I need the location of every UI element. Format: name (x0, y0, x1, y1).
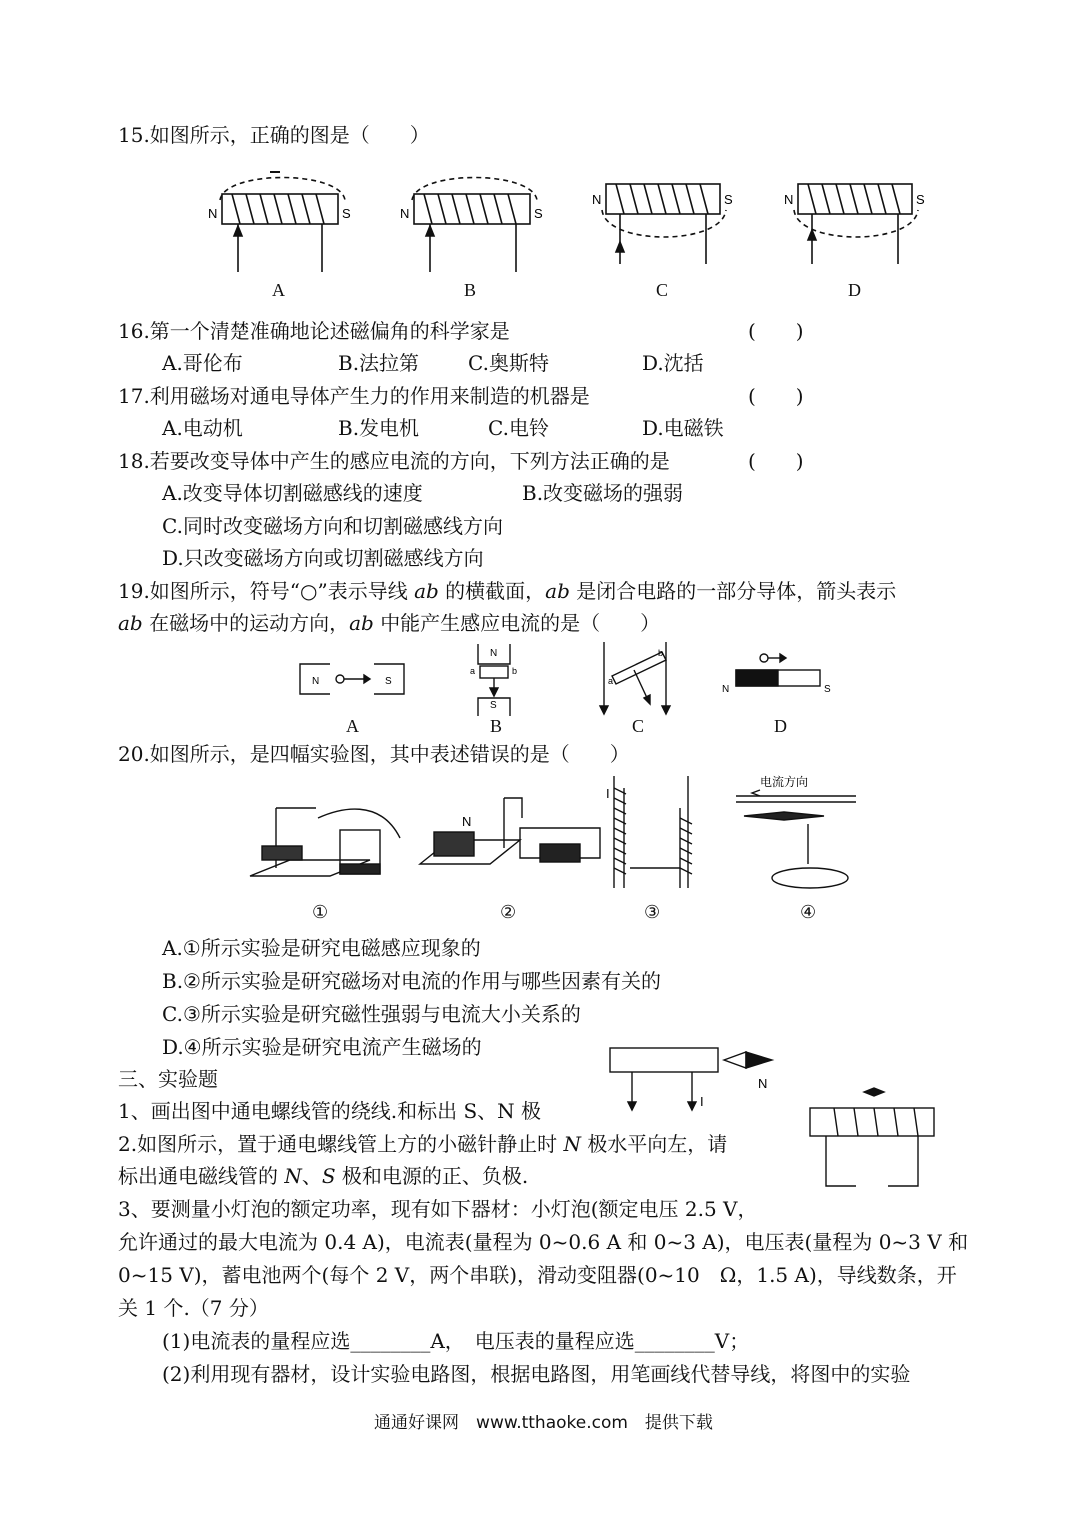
svg-text:S: S (534, 206, 543, 221)
solenoid-d (794, 184, 918, 264)
q15-figure (0, 160, 1087, 320)
q17-option-c: C.电铃 (488, 416, 549, 440)
svg-text:S: S (916, 192, 925, 207)
q20-option-c: C.③所示实验是研究磁性强弱与电流大小关系的 (162, 1002, 581, 1026)
q15-label-d: D (848, 280, 861, 300)
solenoid-a (220, 172, 345, 272)
q16-stem: 16.第一个清楚准确地论述磁偏角的科学家是 (118, 319, 510, 343)
q20-stem: 20.如图所示，是四幅实验图，其中表述错误的是（ ） (118, 742, 630, 766)
q18-option-d: D.只改变磁场方向或切割磁感线方向 (162, 546, 484, 570)
q16-bracket: ( ) (748, 319, 804, 343)
q15-stem: 15.如图所示，正确的图是（ ） (118, 123, 430, 147)
q20-option-b: B.②所示实验是研究磁场对电流的作用与哪些因素有关的 (162, 969, 661, 993)
q17-stem: 17.利用磁场对通电导体产生力的作用来制造的机器是 (118, 384, 590, 408)
section3-p1: 1、画出图中通电螺线管的绕线.和标出 S、N 极 (118, 1099, 541, 1123)
q20-label-4: ④ (800, 902, 817, 922)
q18-option-a: A.改变导体切割磁感线的速度 (162, 481, 423, 505)
svg-text:I: I (606, 786, 610, 801)
page-footer: 通通好课网 www.tthaoke.com 提供下载 (374, 1413, 713, 1433)
svg-text:S: S (824, 684, 831, 695)
svg-text:N: N (462, 814, 472, 829)
q17-bracket: ( ) (748, 384, 804, 408)
section3-p3-line4: 关 1 个.（7 分） (118, 1296, 269, 1320)
q16-option-a: A.哥伦布 (162, 351, 243, 375)
q19-label-b: B (490, 716, 503, 736)
svg-text:N: N (490, 648, 498, 659)
svg-text:电流方向: 电流方向 (760, 775, 809, 789)
svg-text:b: b (512, 666, 518, 676)
svg-text:a: a (470, 666, 476, 676)
svg-text:N: N (722, 684, 730, 695)
q17-option-b: B.发电机 (338, 416, 420, 440)
section3-figures (0, 1040, 1087, 1200)
section3-p3-line6: (2)利用现有器材，设计实验电路图，根据电路图，用笔画线代替导线，将图中的实验 (162, 1362, 911, 1386)
svg-text:S: S (490, 700, 497, 711)
svg-text:a: a (608, 676, 614, 686)
q20-label-1: ① (312, 902, 329, 922)
q15-label-a: A (272, 280, 285, 300)
q20-label-3: ③ (644, 902, 661, 922)
section3-p3-line3: 0~15 V)，蓄电池两个(每个 2 V，两个串联)，滑动变阻器(0~10 Ω，1.5 A)，导线数条，开 (118, 1263, 957, 1287)
section3-p3-line2: 允许通过的最大电流为 0.4 A)，电流表(量程为 0~0.6 A 和 0~3 A)，电压表(量程为 0~3 V 和 (118, 1230, 969, 1254)
q17-option-d: D.电磁铁 (642, 416, 724, 440)
q15-label-c: C (656, 280, 669, 300)
q19-label-c: C (632, 716, 645, 736)
q17-option-a: A.电动机 (162, 416, 243, 440)
q18-bracket: ( ) (748, 449, 804, 473)
q19-label-d: D (774, 716, 787, 736)
svg-text:N: N (400, 206, 410, 221)
q19-label-a: A (346, 716, 359, 736)
q20-option-d: D.④所示实验是研究电流产生磁场的 (162, 1035, 482, 1059)
svg-text:N: N (784, 192, 794, 207)
q20-label-2: ② (500, 902, 517, 922)
svg-text:N: N (312, 676, 320, 687)
section3-p3-line1: 3、要测量小灯泡的额定功率，现有如下器材：小灯泡(额定电压 2.5 V， (118, 1197, 758, 1221)
pole-s: S (342, 206, 351, 221)
q16-option-d: D.沈括 (642, 351, 704, 375)
q16-option-c: C.奥斯特 (468, 351, 549, 375)
solenoid-c (602, 184, 726, 264)
q16-option-b: B.法拉第 (338, 351, 420, 375)
q20-option-a: A.①所示实验是研究电磁感应现象的 (162, 936, 481, 960)
q19-stem-line2: ab 在磁场中的运动方向，ab 中能产生感应电流的是（ ） (118, 611, 661, 635)
q15-label-b: B (464, 280, 477, 300)
pole-n: N (208, 206, 218, 221)
q19-stem-line1: 19.如图所示，符号“○”表示导线 ab 的横截面，ab 是闭合电路的一部分导体，箭头表示 (118, 579, 897, 603)
svg-text:N: N (758, 1076, 768, 1091)
svg-text:b: b (658, 648, 664, 658)
svg-text:S: S (724, 192, 733, 207)
q20-figure (0, 768, 1087, 918)
section3-p2-line2: 标出通电磁线管的 N、S 极和电源的正、负极. (118, 1164, 529, 1188)
q19-figure (0, 640, 1087, 720)
q18-stem: 18.若要改变导体中产生的感应电流的方向，下列方法正确的是 (118, 449, 670, 473)
svg-text:S: S (385, 676, 392, 687)
q18-option-c: C.同时改变磁场方向和切割磁感线方向 (162, 514, 503, 538)
q18-option-b: B.改变磁场的强弱 (522, 481, 684, 505)
section3-p3-line5: (1)电流表的量程应选________A， 电压表的量程应选________V； (162, 1329, 750, 1353)
svg-text:I: I (700, 1094, 704, 1109)
svg-text:N: N (592, 192, 602, 207)
section3-p2-line1: 2.如图所示，置于通电螺线管上方的小磁针静止时 N 极水平向左，请 (118, 1132, 728, 1156)
solenoid-b (412, 178, 537, 273)
section3-title: 三、实验题 (118, 1067, 218, 1091)
